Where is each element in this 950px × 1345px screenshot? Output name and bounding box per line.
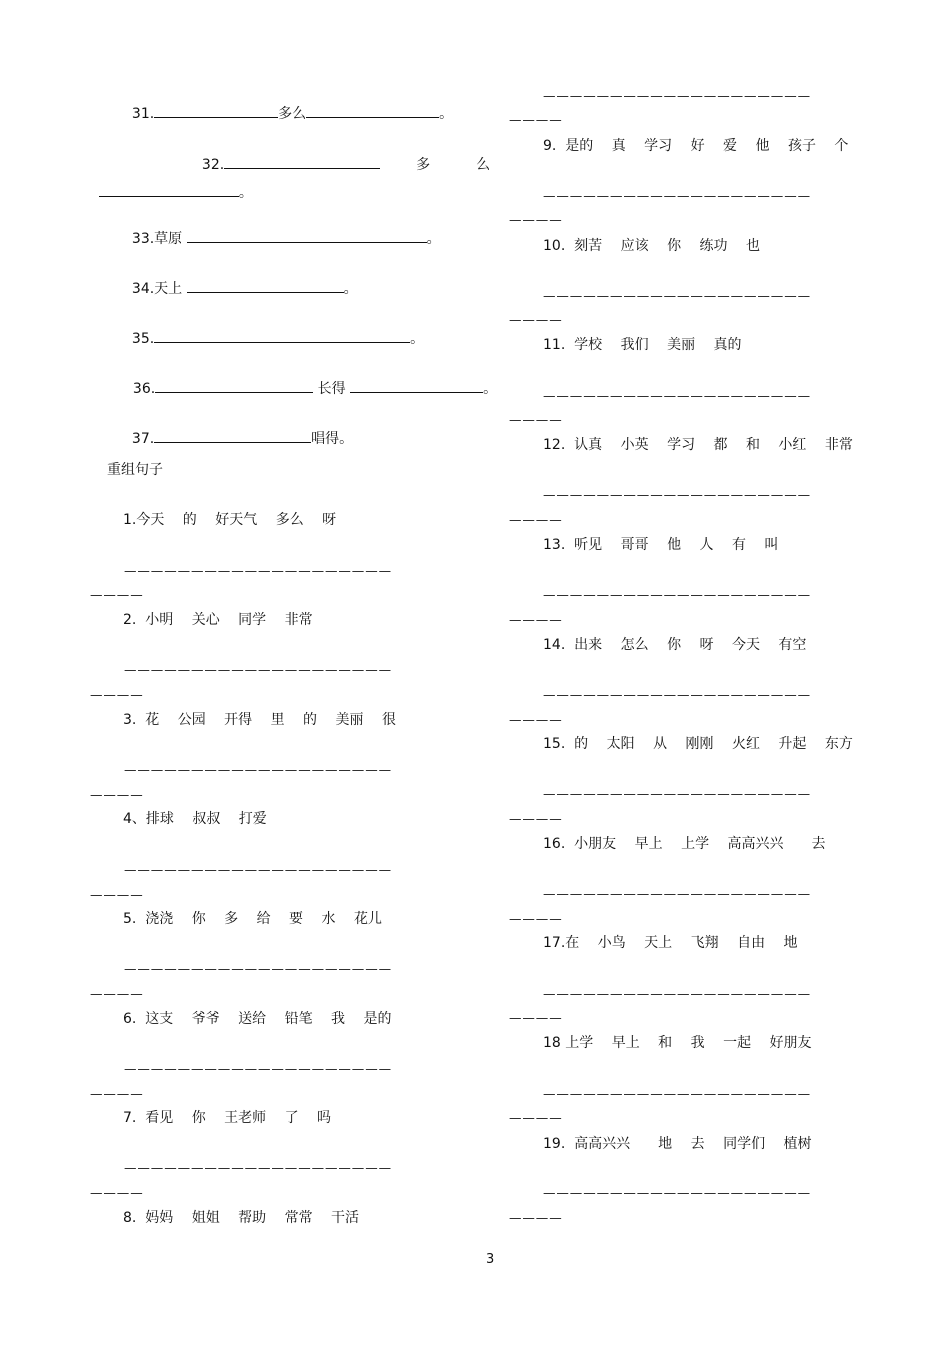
reorder-item: 6. 这支 爷爷 送给 铅笔 我 是的: [123, 1011, 392, 1027]
answer-line[interactable]: ————————————————————: [124, 563, 392, 578]
reorder-item: 16. 小朋友 早上 上学 高高兴兴 去: [543, 836, 826, 852]
item-number: 31.: [131, 106, 155, 122]
reorder-item: 12. 认真 小英 学习 都 和 小红 非常: [543, 437, 853, 453]
answer-line-cont[interactable]: ————: [509, 1010, 563, 1025]
answer-line-cont[interactable]: ————: [509, 412, 563, 427]
reorder-item: 2. 小明 关心 同学 非常: [123, 612, 313, 628]
item-number: 35.: [131, 331, 155, 347]
answer-line[interactable]: ————————————————————: [124, 862, 392, 877]
answer-blank[interactable]: [306, 104, 439, 118]
section-title: 重组句子: [107, 462, 163, 478]
sentence-text: 草原: [154, 231, 183, 247]
answer-line-cont[interactable]: ————: [509, 811, 563, 826]
reorder-item: 4、排球 叔叔 打爱: [123, 811, 267, 827]
sentence-text: 唱得。: [311, 431, 354, 447]
answer-line[interactable]: ————————————————————: [543, 1185, 811, 1200]
reorder-item: 1.今天 的 好天气 多么 呀: [123, 512, 337, 528]
reorder-item: 9. 是的 真 学习 好 爱 他 孩子 个: [543, 138, 849, 154]
fill-sentence-34: 34.天上 。: [131, 281, 358, 297]
answer-line-cont[interactable]: ————: [90, 1185, 144, 1200]
answer-blank[interactable]: [350, 379, 483, 393]
answer-line-cont[interactable]: ————: [90, 787, 144, 802]
answer-line[interactable]: ————————————————————: [124, 1061, 392, 1076]
answer-blank[interactable]: [154, 329, 410, 343]
answer-line-cont[interactable]: ————: [509, 512, 563, 527]
answer-line[interactable]: ————————————————————: [543, 986, 811, 1001]
answer-blank[interactable]: [154, 429, 311, 443]
answer-line[interactable]: ————————————————————: [543, 388, 811, 403]
item-number: 36.: [132, 381, 156, 397]
reorder-item: 10. 刻苦 应该 你 练功 也: [543, 238, 760, 254]
reorder-item: 7. 看见 你 王老师 了 吗: [123, 1110, 332, 1126]
answer-line-cont[interactable]: ————: [509, 212, 563, 227]
page-number: 3: [486, 1252, 495, 1267]
answer-blank[interactable]: [187, 229, 427, 243]
answer-blank[interactable]: [99, 183, 239, 197]
reorder-item: 13. 听见 哥哥 他 人 有 叫: [543, 537, 779, 553]
answer-blank[interactable]: [154, 104, 278, 118]
answer-line-cont[interactable]: ————: [90, 1086, 144, 1101]
item-number: 37.: [131, 431, 155, 447]
answer-line[interactable]: ————————————————————: [543, 188, 811, 203]
item-number: 32.: [201, 157, 225, 173]
answer-line[interactable]: ————————————————————: [543, 88, 811, 103]
answer-line-cont[interactable]: ————: [90, 687, 144, 702]
answer-line-cont[interactable]: ————: [90, 587, 144, 602]
reorder-item: 5. 浇浇 你 多 给 要 水 花儿: [123, 911, 382, 927]
sentence-text: 多么: [278, 106, 307, 122]
answer-line[interactable]: ————————————————————: [124, 961, 392, 976]
answer-line-cont[interactable]: ————: [90, 986, 144, 1001]
answer-line[interactable]: ————————————————————: [543, 587, 811, 602]
sentence-text: 天上: [154, 281, 183, 297]
fill-sentence-35: 35. 。: [131, 331, 425, 347]
reorder-item: 14. 出来 怎么 你 呀 今天 有空: [543, 637, 807, 653]
answer-line-cont[interactable]: ————: [509, 612, 563, 627]
answer-line[interactable]: ————————————————————: [543, 1086, 811, 1101]
answer-line[interactable]: ————————————————————: [543, 687, 811, 702]
reorder-item: 11. 学校 我们 美丽 真的: [543, 337, 742, 353]
answer-line[interactable]: ————————————————————: [543, 487, 811, 502]
answer-line-cont[interactable]: ————: [509, 1110, 563, 1125]
fill-sentence-31: 31. 多么 。: [131, 106, 454, 122]
answer-line-cont[interactable]: ————: [509, 712, 563, 727]
item-number: 34.: [131, 281, 155, 297]
answer-line[interactable]: ————————————————————: [543, 886, 811, 901]
reorder-item: 17.在 小鸟 天上 飞翔 自由 地: [543, 935, 798, 951]
answer-line-cont[interactable]: ————: [509, 1210, 563, 1225]
reorder-item: 3. 花 公园 开得 里 的 美丽 很: [123, 712, 396, 728]
fill-sentence-37: [123, 413, 353, 447]
answer-blank[interactable]: [187, 279, 344, 293]
reorder-item: 19. 高高兴兴 地 去 同学们 植树: [543, 1136, 812, 1152]
answer-line-cont[interactable]: ————: [509, 312, 563, 327]
sentence-text: 长得: [317, 381, 346, 397]
answer-line-cont[interactable]: ————: [509, 112, 563, 127]
fill-sentence-32-cont: 。: [90, 167, 253, 201]
answer-line[interactable]: ————————————————————: [543, 288, 811, 303]
fill-sentence-33: 33.草原 。: [131, 231, 441, 247]
answer-line[interactable]: ————————————————————: [124, 1160, 392, 1175]
answer-line-cont[interactable]: ————: [90, 887, 144, 902]
answer-line[interactable]: ————————————————————: [124, 662, 392, 677]
reorder-item: 15. 的 太阳 从 刚刚 火红 升起 东方: [543, 736, 853, 752]
sentence-text: 多 么: [416, 157, 497, 173]
reorder-item: 18 上学 早上 和 我 一起 好朋友: [543, 1035, 812, 1051]
fill-sentence-36: 36. 长得 。: [132, 381, 498, 397]
answer-line[interactable]: ————————————————————: [543, 786, 811, 801]
answer-blank[interactable]: [155, 379, 313, 393]
answer-line[interactable]: ————————————————————: [124, 762, 392, 777]
answer-line-cont[interactable]: ————: [509, 911, 563, 926]
item-number: 33.: [131, 231, 155, 247]
reorder-item: 8. 妈妈 姐姐 帮助 常常 干活: [123, 1210, 360, 1226]
